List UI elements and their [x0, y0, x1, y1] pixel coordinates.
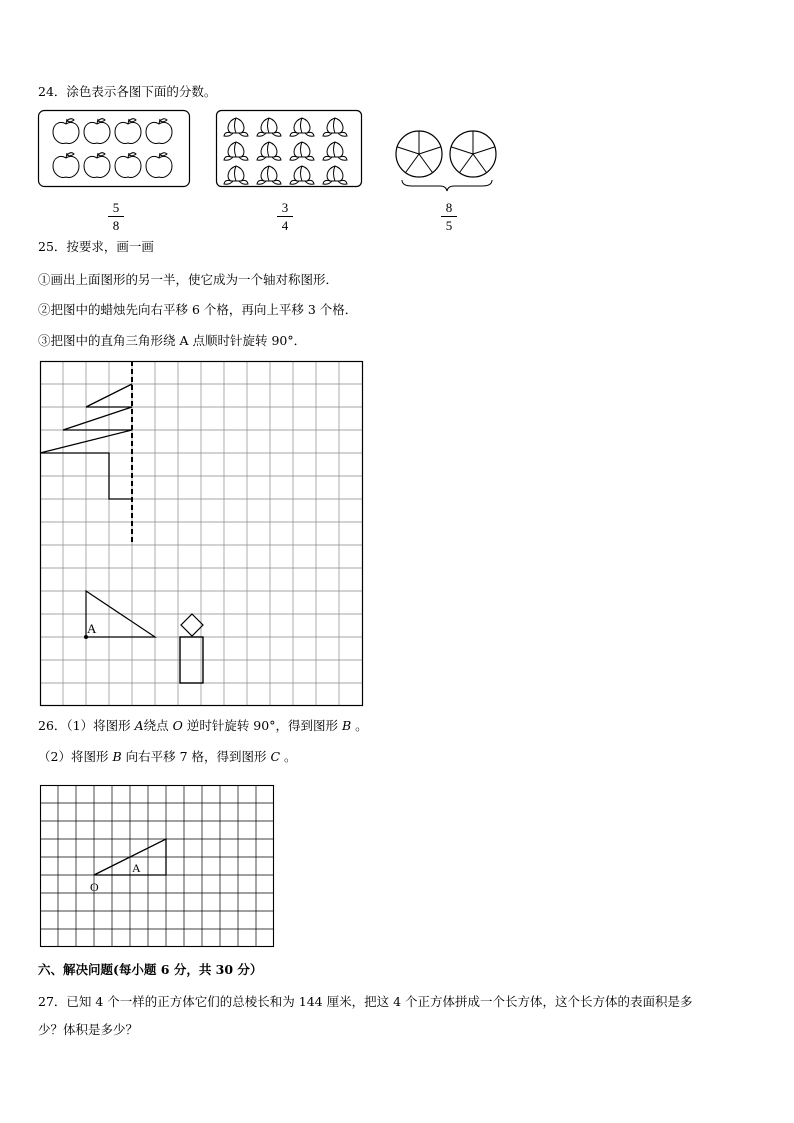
q24-prompt: 24．涂色表示各图下面的分数。	[38, 84, 217, 99]
q25-grid	[40, 361, 364, 706]
fraction-8-5: 8 5	[437, 200, 461, 233]
peach-icon	[257, 166, 281, 184]
circles-group	[394, 128, 500, 192]
q26-line-2: （2）将图形 B 向右平移 7 格，得到图形 C 。	[38, 749, 297, 764]
apple-icon	[84, 119, 110, 144]
peach-icon	[224, 166, 248, 184]
q26-line-1: 26．（1）将图形 A绕点 O 逆时针旋转 90°，得到图形 B 。	[38, 718, 368, 733]
peach-icon	[257, 118, 281, 136]
apple-icon	[115, 153, 141, 178]
peach-icon	[323, 118, 347, 136]
q25-prompt: 25．按要求，画一画	[38, 239, 154, 254]
apple-icon	[146, 119, 172, 144]
peach-icon	[290, 118, 314, 136]
apple-icon	[84, 153, 110, 178]
peach-icon	[290, 142, 314, 160]
label-shape-a: A	[132, 861, 141, 875]
apple-icon	[115, 119, 141, 144]
label-point-o: O	[90, 880, 99, 894]
q25-item-2: ②把图中的蜡烛先向右平移 6 个格，再向上平移 3 个格．	[38, 302, 358, 317]
apple-icon	[53, 153, 79, 178]
q27-text: 27．已知 4 个一样的正方体它们的总棱长和为 144 厘米，把这 4 个正方体拼成一个长方体，这个长方体的表面积是多 少？体积是多少？	[38, 994, 693, 1037]
peach-icon	[257, 142, 281, 160]
apple-box	[38, 110, 190, 187]
candle-flame	[181, 614, 203, 636]
label-a: A	[87, 621, 97, 636]
peach-icon	[290, 166, 314, 184]
fraction-3-4: 3 4	[273, 200, 297, 233]
peach-box	[216, 110, 362, 187]
fraction-5-8: 5 8	[104, 200, 128, 233]
peach-icon	[323, 166, 347, 184]
section-heading: 六、解决问题(每小题 6 分，共 30 分）	[38, 962, 263, 977]
q25-item-1: ①画出上面图形的另一半，使它成为一个轴对称图形．	[38, 272, 339, 287]
q25-item-3: ③把图中的直角三角形绕 A 点顺时针旋转 90°．	[38, 333, 307, 348]
apple-icon	[53, 119, 79, 144]
brace	[402, 180, 492, 191]
apple-icon	[146, 153, 172, 178]
peach-icon	[323, 142, 347, 160]
peach-icon	[224, 142, 248, 160]
peach-icon	[224, 118, 248, 136]
q26-grid	[40, 785, 275, 948]
